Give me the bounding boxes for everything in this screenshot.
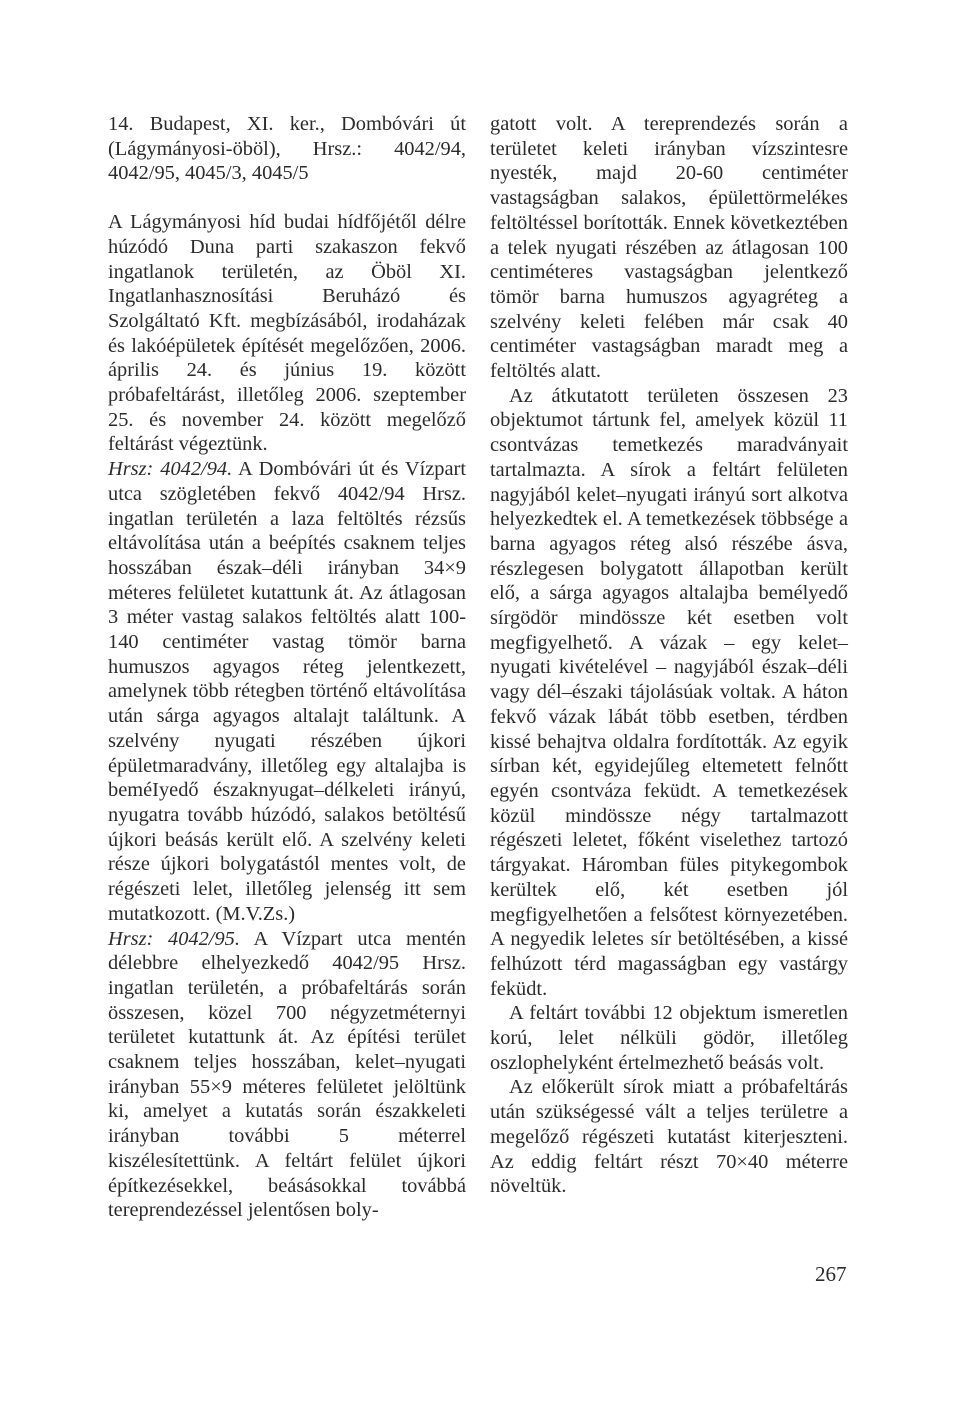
- intro-paragraph: A Lágymányosi híd budai hídfőjétől délre húzódó Duna parti szakaszon fekvő ingatlanok területén, az Öböl XI. Ingatlanhasznosítási Beruházó és Szolgáltató Kft. megbízásából, irodaházak és lakóépületek építését megelőzően, 2006. április 24. és június 19. között próbafeltárást, illetőleg 2006. szeptember 25. és november 24. között megelőző feltárást végeztünk.: [108, 211, 466, 456]
- lot-4042-94-label: Hrsz: 4042/94.: [108, 458, 233, 481]
- conclusion-paragraph: Az előkerült sírok miatt a próbafeltárás után szükségessé vált a teljes területre a megelőző régészeti kutatást kiterjeszteni. Az eddig feltárt részt 70×40 méterre növeltük.: [490, 1076, 848, 1198]
- site-heading: 14. Budapest, XI. ker., Dombóvári út (Lágymányosi-öböl), Hrsz.: 4042/94, 4042/95, 4045/3, 4045/5: [108, 113, 466, 185]
- lot-4042-95-paragraph: [108, 927, 466, 1223]
- lot-4042-94-paragraph: [108, 457, 466, 926]
- right-column: [490, 112, 848, 1199]
- lot-4042-94-text: A Dombóvári út és Vízpart utca szögletében fekvő 4042/94 Hrsz. ingatlan területén a laza feltöltés rézsűs eltávolítása után a beépítés csaknem teljes hosszában észak–déli irányban 34×9 méteres felületet kutattunk át. Az átlagosan 3 méter vastag salakos feltöltés alatt 100-140 centiméter vastag tömör barna humuszos agyagos réteg jelentkezett, amelynek több rétegben történő eltávolítása után sárga agyagos altalajt találtunk. A szelvény nyugati részében újkori épületmaradvány, illetőleg egy altalajba is beméIyedő északnyugat–délkeleti irányú, nyugatra tovább húzódó, salakos betöltésű újkori beásás került elő. A szelvény keleti része újkori bolygatástól mentes volt, de régészeti lelet, illetőleg jelenség itt sem mutatkozott. (M.V.Zs.): [108, 458, 466, 925]
- page-number: 267: [815, 1262, 847, 1286]
- other-features-paragraph: A feltárt további 12 objektum ismeretlen korú, lelet nélküli gödör, illetőleg oszlophelyként értelmezhető beásás volt.: [490, 1002, 848, 1074]
- continuation-paragraph: gatott volt. A tereprendezés során a területet keleti irányban vízszintesre nyesték, majd 20-60 centiméter vastagságban salakos, épülettörmelékes feltöltéssel borították. Ennek következtében a telek nyugati részében az átlagosan 100 centiméteres vastagságban jelentkező tömör barna humuszos agyagréteg a szelvény keleti felében már csak 40 centiméter vastagságban maradt meg a feltöltés alatt.: [490, 113, 848, 383]
- lot-4042-95-text: A Vízpart utca mentén délebbre elhelyezkedő 4042/95 Hrsz. ingatlan területén, a próbafeltárás során összesen, közel 700 négyzetméternyi területet kutattunk át. Az építési terület csaknem teljes hosszában, kelet–nyugati irányban 55×9 méteres felületet jelöltünk ki, amelyet a kutatás során északkeleti irányban további 5 méterrel kiszélesítettünk. A feltárt felület újkori építkezésekkel, beásásokkal továbbá tereprendezéssel jelentősen boly-: [108, 927, 466, 1222]
- left-column: [108, 112, 466, 1223]
- graves-paragraph: Az átkutatott területen összesen 23 objektumot tártunk fel, amelyek közül 11 csontvázas temetkezés maradványait tartalmazta. A sírok a feltárt felületen nagyjából kelet–nyugati irányú sort alkotva helyezkedtek el. A temetkezések többsége a barna agyagos réteg alsó részébe ásva, részlegesen bolygatott állapotban került elő, a sárga agyagos altalajba bemélyedő sírgödör mindössze két esetben volt megfigyelhető. A vázak – egy kelet–nyugati kivételével – nagyjából észak–déli vagy dél–északi tájolásúak voltak. A háton fekvő vázak lábát több esetben, térdben kissé behajtva oldalra fordították. Az egyik sírban két, egyidejűleg eltemetett felnőtt egyén csontváza feküdt. A temetkezések közül mindössze négy tartalmazott régészeti leletet, főként viselethez tartozó tárgyakat. Háromban füles pitykegombok kerültek elő, két esetben jól megfigyelhetően a felsőtest környezetében. A negyedik leletes sír betöltésében, a kissé felhúzott térd magasságban egy vastárgy feküdt.: [490, 384, 848, 1000]
- lot-4042-95-label: Hrsz: 4042/95.: [108, 927, 240, 950]
